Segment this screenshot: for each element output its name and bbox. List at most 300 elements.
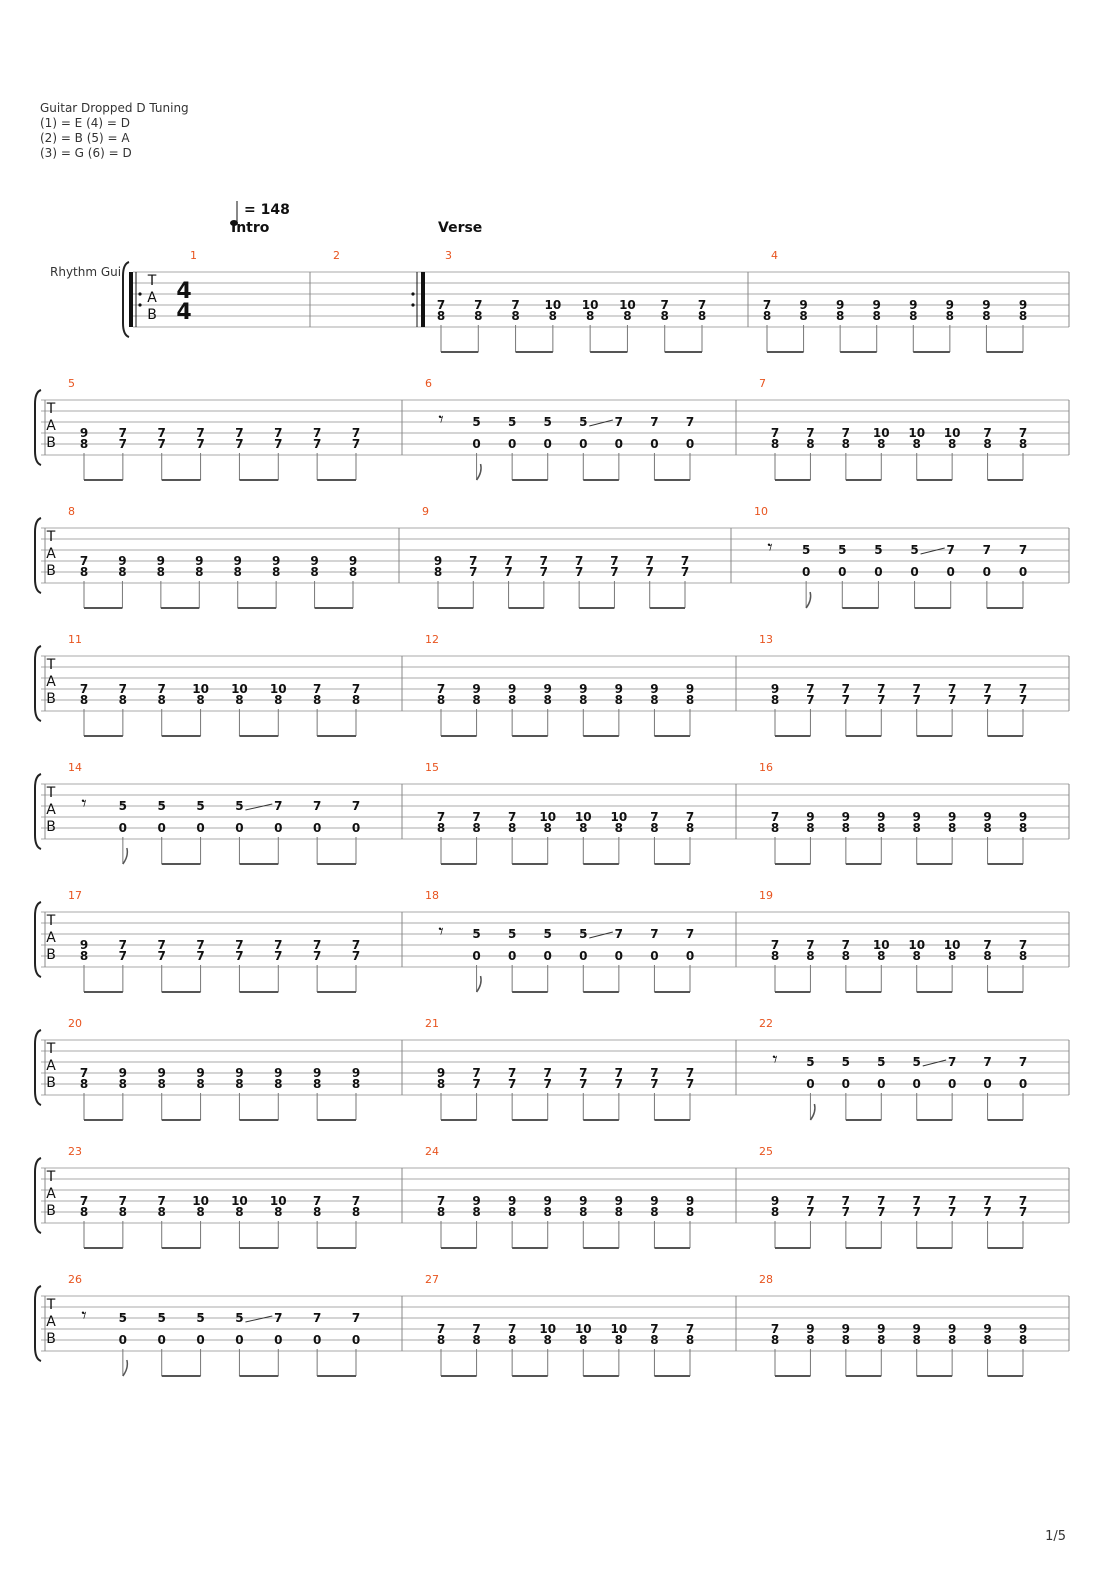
measure-number: 28 <box>759 1273 773 1286</box>
fret-number: 7 <box>157 949 166 963</box>
eighth-rest: 𝄾 <box>767 535 773 559</box>
fret-number: 9 <box>614 682 624 696</box>
measure-number: 7 <box>759 377 766 390</box>
tab-letter-t: T <box>46 529 56 545</box>
measure-number: 17 <box>68 889 82 902</box>
tab-letter-t: T <box>46 785 56 801</box>
slide-line <box>589 420 613 426</box>
fret-number: 0 <box>877 1077 886 1091</box>
tab-letter-a: A <box>46 1186 56 1202</box>
fret-number: 8 <box>543 1333 552 1347</box>
fret-number: 9 <box>909 298 918 312</box>
fret-number: 9 <box>312 1066 322 1080</box>
fret-number: 0 <box>910 565 919 579</box>
fret-number: 10 <box>610 810 628 824</box>
fret-number: 8 <box>770 949 780 963</box>
tab-letter-b: B <box>46 1203 56 1219</box>
eighth-rest: 𝄾 <box>438 407 444 431</box>
fret-number: 7 <box>507 810 517 824</box>
fret-number: 7 <box>235 938 244 952</box>
fret-number: 8 <box>835 309 845 323</box>
fret-number: 0 <box>351 821 361 835</box>
fret-number: 5 <box>801 543 811 557</box>
fret-number: 8 <box>912 1333 921 1347</box>
fret-number: 0 <box>157 1333 166 1347</box>
note-flag <box>806 592 811 608</box>
fret-number: 9 <box>579 1194 588 1208</box>
fret-number: 7 <box>946 543 955 557</box>
fret-number: 8 <box>912 949 921 963</box>
fret-number: 7 <box>614 1077 624 1091</box>
fret-number: 7 <box>841 1194 851 1208</box>
fret-number: 7 <box>680 565 690 579</box>
measure-number: 27 <box>425 1273 439 1286</box>
fret-number: 8 <box>650 693 659 707</box>
fret-number: 9 <box>912 810 921 824</box>
fret-number: 0 <box>841 1077 851 1091</box>
tuning-line-3: (3) = G (6) = D <box>40 146 132 160</box>
fret-number: 8 <box>235 1077 244 1091</box>
fret-number: 9 <box>436 1066 446 1080</box>
fret-number: 7 <box>806 693 815 707</box>
fret-number: 7 <box>504 554 513 568</box>
measure-number: 23 <box>68 1145 82 1158</box>
fret-number: 7 <box>660 298 669 312</box>
fret-number: 7 <box>841 938 851 952</box>
fret-number: 7 <box>507 1077 517 1091</box>
measure-number: 25 <box>759 1145 773 1158</box>
fret-number: 7 <box>1018 1205 1028 1219</box>
fret-number: 5 <box>507 415 517 429</box>
fret-number: 8 <box>310 565 319 579</box>
fret-number: 0 <box>543 437 552 451</box>
measure-number: 13 <box>759 633 773 646</box>
fret-number: 0 <box>312 1333 322 1347</box>
fret-number: 8 <box>982 309 991 323</box>
fret-number: 8 <box>79 949 89 963</box>
fret-number: 8 <box>912 437 921 451</box>
fret-number: 8 <box>543 693 552 707</box>
fret-number: 8 <box>348 565 358 579</box>
fret-number: 5 <box>910 543 919 557</box>
fret-number: 9 <box>799 298 808 312</box>
fret-number: 7 <box>274 426 283 440</box>
system-brace <box>35 390 41 465</box>
fret-number: 10 <box>539 810 557 824</box>
fret-number: 7 <box>196 437 205 451</box>
fret-number: 9 <box>579 682 588 696</box>
fret-number: 8 <box>156 565 166 579</box>
fret-number: 5 <box>472 927 481 941</box>
fret-number: 8 <box>841 437 851 451</box>
fret-number: 7 <box>1018 1194 1028 1208</box>
fret-number: 7 <box>770 938 780 952</box>
fret-number: 7 <box>312 1311 322 1325</box>
fret-number: 8 <box>579 821 588 835</box>
fret-number: 8 <box>79 693 89 707</box>
fret-number: 9 <box>79 426 89 440</box>
fret-number: 7 <box>507 1066 517 1080</box>
fret-number: 7 <box>610 554 619 568</box>
fret-number: 7 <box>983 1205 992 1219</box>
measure-number: 12 <box>425 633 439 646</box>
fret-number: 7 <box>770 426 780 440</box>
repeat-dot <box>138 303 141 306</box>
fret-number: 7 <box>543 1066 552 1080</box>
page-number: 1/5 <box>1045 1529 1066 1544</box>
fret-number: 8 <box>271 565 281 579</box>
fret-number: 0 <box>472 949 481 963</box>
fret-number: 10 <box>581 298 599 312</box>
fret-number: 7 <box>312 1194 322 1208</box>
fret-number: 7 <box>579 1066 588 1080</box>
fret-number: 8 <box>312 1077 322 1091</box>
fret-number: 8 <box>436 1333 446 1347</box>
fret-number: 8 <box>436 821 446 835</box>
fret-number: 9 <box>872 298 881 312</box>
fret-number: 8 <box>947 949 957 963</box>
fret-number: 8 <box>685 1333 695 1347</box>
note-flag <box>123 848 128 864</box>
slide-line <box>245 1316 272 1322</box>
fret-number: 9 <box>770 1194 780 1208</box>
fret-number: 7 <box>841 1205 851 1219</box>
fret-number: 10 <box>269 1194 287 1208</box>
fret-number: 0 <box>196 821 205 835</box>
fret-number: 8 <box>511 309 520 323</box>
fret-number: 7 <box>806 938 815 952</box>
fret-number: 9 <box>650 682 659 696</box>
fret-number: 8 <box>79 1077 89 1091</box>
fret-number: 9 <box>770 682 780 696</box>
fret-number: 8 <box>507 1205 517 1219</box>
fret-number: 7 <box>877 682 886 696</box>
fret-number: 7 <box>351 1194 361 1208</box>
fret-number: 8 <box>585 309 595 323</box>
fret-number: 7 <box>351 949 361 963</box>
fret-number: 8 <box>806 949 815 963</box>
fret-number: 7 <box>645 554 654 568</box>
fret-number: 5 <box>579 415 588 429</box>
fret-number: 8 <box>660 309 669 323</box>
fret-number: 7 <box>118 682 128 696</box>
fret-number: 9 <box>945 298 955 312</box>
fret-number: 8 <box>157 1077 166 1091</box>
fret-number: 7 <box>539 565 549 579</box>
fret-number: 8 <box>118 693 128 707</box>
fret-number: 8 <box>548 309 558 323</box>
fret-number: 8 <box>118 1205 128 1219</box>
fret-number: 7 <box>118 949 128 963</box>
fret-number: 9 <box>650 1194 659 1208</box>
fret-number: 7 <box>912 693 921 707</box>
fret-number: 7 <box>312 426 322 440</box>
fret-number: 9 <box>983 810 992 824</box>
measure-number: 1 <box>190 249 197 262</box>
fret-number: 7 <box>841 682 851 696</box>
tab-letter-a: A <box>46 674 56 690</box>
fret-number: 5 <box>507 927 517 941</box>
fret-number: 0 <box>947 1077 957 1091</box>
fret-number: 0 <box>351 1333 361 1347</box>
fret-number: 8 <box>770 1205 780 1219</box>
fret-number: 7 <box>982 543 992 557</box>
fret-number: 0 <box>196 1333 205 1347</box>
fret-number: 9 <box>877 1322 886 1336</box>
fret-number: 0 <box>838 565 847 579</box>
tab-letter-b: B <box>46 819 56 835</box>
slide-line <box>589 932 613 938</box>
fret-number: 10 <box>619 298 636 312</box>
fret-number: 7 <box>472 810 481 824</box>
fret-number: 0 <box>874 565 883 579</box>
fret-number: 9 <box>472 682 481 696</box>
fret-number: 9 <box>118 554 127 568</box>
fret-number: 0 <box>982 565 992 579</box>
system-brace <box>35 1030 41 1105</box>
fret-number: 7 <box>436 810 446 824</box>
fret-number: 10 <box>192 682 209 696</box>
fret-number: 7 <box>274 938 283 952</box>
fret-number: 8 <box>274 1205 283 1219</box>
fret-number: 7 <box>351 682 361 696</box>
fret-number: 10 <box>231 682 248 696</box>
fret-number: 8 <box>983 1333 992 1347</box>
fret-number: 7 <box>614 415 624 429</box>
fret-number: 7 <box>1018 426 1028 440</box>
fret-number: 8 <box>436 309 446 323</box>
fret-number: 9 <box>947 1322 957 1336</box>
fret-number: 9 <box>118 1066 128 1080</box>
fret-number: 0 <box>579 437 588 451</box>
fret-number: 7 <box>680 554 690 568</box>
fret-number: 7 <box>947 682 957 696</box>
fret-number: 7 <box>650 1066 659 1080</box>
note-flag <box>477 464 482 480</box>
fret-number: 8 <box>233 565 242 579</box>
fret-number: 7 <box>539 554 549 568</box>
fret-number: 5 <box>157 799 166 813</box>
fret-number: 8 <box>614 693 624 707</box>
fret-number: 7 <box>1018 543 1028 557</box>
fret-number: 7 <box>351 426 361 440</box>
fret-number: 0 <box>801 565 811 579</box>
repeat-end-thick-bar <box>421 272 425 327</box>
fret-number: 7 <box>1018 682 1028 696</box>
tab-letter-a: A <box>46 1058 56 1074</box>
fret-number: 8 <box>983 437 992 451</box>
fret-number: 7 <box>274 437 283 451</box>
eighth-rest: 𝄾 <box>438 919 444 943</box>
fret-number: 8 <box>947 1333 957 1347</box>
fret-number: 10 <box>610 1322 628 1336</box>
fret-number: 7 <box>79 554 89 568</box>
fret-number: 9 <box>614 1194 624 1208</box>
track-name: Rhythm Gui <box>50 265 122 279</box>
tuning-line-2: (2) = B (5) = A <box>40 131 130 145</box>
fret-number: 8 <box>614 1333 624 1347</box>
fret-number: 7 <box>436 1194 446 1208</box>
fret-number: 7 <box>983 682 992 696</box>
tab-letter-b: B <box>46 563 56 579</box>
tab-letter-a: A <box>147 290 157 306</box>
fret-number: 8 <box>770 693 780 707</box>
repeat-dot <box>411 303 414 306</box>
note-flag <box>810 1104 815 1120</box>
fret-number: 0 <box>235 821 244 835</box>
fret-number: 7 <box>436 1322 446 1336</box>
section-intro: Intro <box>231 220 270 236</box>
time-sig-top: 4 <box>176 279 192 304</box>
tempo-mark: = 148 <box>244 202 290 218</box>
fret-number: 8 <box>118 565 127 579</box>
time-sig-bottom: 4 <box>176 300 192 325</box>
fret-number: 9 <box>835 298 845 312</box>
fret-number: 7 <box>1018 1055 1028 1069</box>
fret-number: 8 <box>579 693 588 707</box>
fret-number: 9 <box>271 554 281 568</box>
fret-number: 9 <box>685 682 695 696</box>
fret-number: 5 <box>806 1055 815 1069</box>
tab-letter-t: T <box>46 913 56 929</box>
fret-number: 7 <box>118 437 128 451</box>
fret-number: 5 <box>118 799 128 813</box>
fret-number: 8 <box>1018 821 1028 835</box>
fret-number: 7 <box>235 426 244 440</box>
fret-number: 7 <box>469 565 478 579</box>
fret-number: 9 <box>983 1322 992 1336</box>
fret-number: 7 <box>614 927 624 941</box>
fret-number: 7 <box>543 1077 552 1091</box>
fret-number: 8 <box>195 565 204 579</box>
fret-number: 8 <box>312 1205 322 1219</box>
fret-number: 8 <box>983 949 992 963</box>
fret-number: 0 <box>312 821 322 835</box>
fret-number: 8 <box>877 821 886 835</box>
fret-number: 7 <box>79 1194 89 1208</box>
fret-number: 8 <box>351 693 361 707</box>
fret-number: 8 <box>474 309 483 323</box>
fret-number: 5 <box>543 927 552 941</box>
fret-number: 7 <box>947 1205 957 1219</box>
fret-number: 7 <box>472 1077 481 1091</box>
fret-number: 5 <box>877 1055 886 1069</box>
tab-letter-b: B <box>46 947 56 963</box>
fret-number: 7 <box>650 927 659 941</box>
fret-number: 9 <box>543 1194 552 1208</box>
fret-number: 8 <box>806 821 815 835</box>
fret-number: 8 <box>770 821 780 835</box>
note-flag <box>123 1360 128 1376</box>
fret-number: 7 <box>274 1311 283 1325</box>
slide-line <box>921 548 945 554</box>
measure-number: 11 <box>68 633 82 646</box>
repeat-dot <box>411 292 414 295</box>
measure-number: 14 <box>68 761 82 774</box>
fret-number: 7 <box>841 426 851 440</box>
fret-number: 7 <box>157 682 166 696</box>
system-brace <box>35 1158 41 1233</box>
fret-number: 8 <box>1018 309 1028 323</box>
fret-number: 0 <box>274 821 283 835</box>
fret-number: 7 <box>511 298 520 312</box>
fret-number: 8 <box>947 821 957 835</box>
fret-number: 7 <box>79 682 89 696</box>
fret-number: 8 <box>436 693 446 707</box>
fret-number: 7 <box>685 927 695 941</box>
fret-number: 9 <box>806 1322 815 1336</box>
fret-number: 8 <box>543 821 552 835</box>
fret-number: 7 <box>645 565 654 579</box>
fret-number: 7 <box>79 1066 89 1080</box>
fret-number: 8 <box>685 821 695 835</box>
tab-letter-t: T <box>147 273 157 289</box>
fret-number: 8 <box>799 309 808 323</box>
tab-letter-t: T <box>46 401 56 417</box>
fret-number: 9 <box>351 1066 361 1080</box>
fret-number: 8 <box>841 821 851 835</box>
system-brace <box>35 774 41 849</box>
fret-number: 0 <box>507 437 517 451</box>
tab-letter-t: T <box>46 1041 56 1057</box>
fret-number: 9 <box>947 810 957 824</box>
fret-number: 8 <box>770 437 780 451</box>
fret-number: 7 <box>118 938 128 952</box>
measure-number: 8 <box>68 505 75 518</box>
fret-number: 7 <box>312 949 322 963</box>
fret-number: 8 <box>579 1205 588 1219</box>
fret-number: 8 <box>697 309 707 323</box>
fret-number: 7 <box>685 810 695 824</box>
fret-number: 7 <box>196 949 205 963</box>
fret-number: 7 <box>196 938 205 952</box>
fret-number: 10 <box>872 426 890 440</box>
tab-letter-t: T <box>46 1169 56 1185</box>
fret-number: 9 <box>685 1194 695 1208</box>
fret-number: 9 <box>274 1066 283 1080</box>
fret-number: 10 <box>943 426 961 440</box>
fret-number: 8 <box>157 693 166 707</box>
fret-number: 8 <box>351 1077 361 1091</box>
fret-number: 8 <box>235 693 244 707</box>
fret-number: 7 <box>504 565 513 579</box>
repeat-thick-bar <box>129 272 133 327</box>
fret-number: 9 <box>841 1322 851 1336</box>
fret-number: 5 <box>196 1311 205 1325</box>
fret-number: 7 <box>312 437 322 451</box>
note-flag <box>477 976 482 992</box>
fret-number: 10 <box>231 1194 248 1208</box>
fret-number: 5 <box>235 1311 244 1325</box>
fret-number: 7 <box>983 1055 992 1069</box>
fret-number: 9 <box>912 1322 921 1336</box>
fret-number: 8 <box>312 693 322 707</box>
fret-number: 8 <box>157 1205 166 1219</box>
measure-number: 3 <box>445 249 452 262</box>
fret-number: 5 <box>838 543 847 557</box>
fret-number: 7 <box>697 298 707 312</box>
fret-number: 7 <box>312 799 322 813</box>
fret-number: 7 <box>770 810 780 824</box>
fret-number: 7 <box>1018 693 1028 707</box>
fret-number: 7 <box>983 1194 992 1208</box>
fret-number: 7 <box>770 1322 780 1336</box>
fret-number: 8 <box>947 437 957 451</box>
fret-number: 7 <box>351 799 361 813</box>
fret-number: 9 <box>877 810 886 824</box>
fret-number: 9 <box>156 554 166 568</box>
fret-number: 0 <box>685 437 695 451</box>
